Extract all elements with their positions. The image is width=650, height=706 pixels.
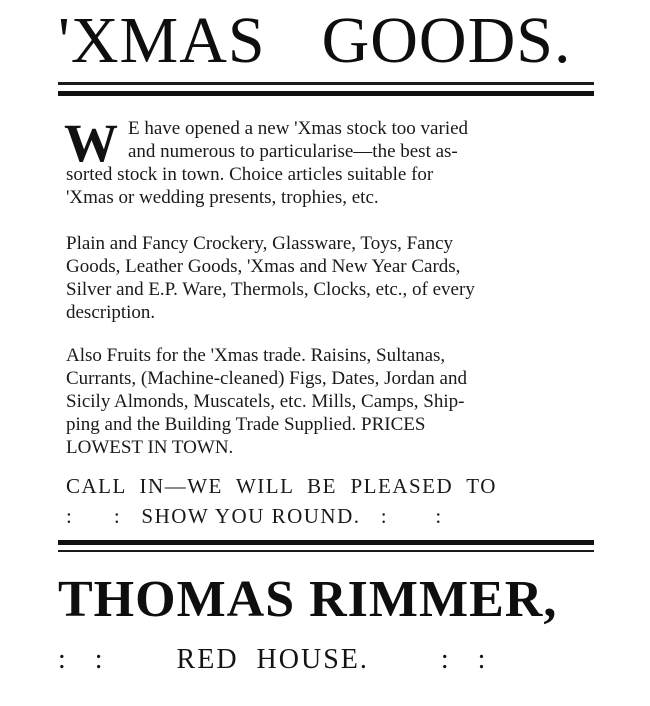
bottom-double-rule [58, 540, 594, 556]
goods-paragraph: Plain and Fancy Crockery, Glassware, Toys, Fancy Goods, Leather Goods, 'Xmas and New Year Cards, Silver and E.P. Ware, Thermols, Clocks, etc., of every description. [66, 233, 475, 323]
intro-paragraph-opening: E have opened a new 'Xmas stock too varied and numerous to particularise—the best as- [128, 118, 469, 162]
merchant-place: : : RED HOUSE. : : [58, 644, 488, 675]
headline-right: GOODS. [321, 4, 572, 77]
bottom-rule-thick [58, 540, 594, 545]
top-rule-thin [58, 82, 594, 85]
merchant-name: THOMAS RIMMER, [58, 571, 558, 628]
top-double-rule [58, 82, 594, 98]
bottom-rule-thin [58, 550, 594, 552]
headline [58, 6, 598, 76]
headline-left: 'XMAS [58, 4, 266, 77]
drop-cap: W [64, 113, 118, 173]
call-in-line-1: CALL IN—WE WILL BE PLEASED TO [66, 474, 497, 498]
intro-paragraph-continuation: sorted stock in town. Choice articles suitable for 'Xmas or wedding presents, trophies, etc. [66, 164, 434, 208]
call-in-notice [66, 471, 586, 531]
top-rule-thick [58, 91, 594, 96]
call-in-line-2: : : SHOW YOU ROUND. : : [66, 504, 443, 528]
fruits-paragraph: Also Fruits for the 'Xmas trade. Raisins, Sultanas, Currants, (Machine-cleaned) Figs, Dates, Jordan and Sicily Almonds, Muscatels, etc. Mills, Camps, Ship- ping and the Building Trade Supplied. PRICES LOWEST IN TOWN. [66, 345, 467, 458]
